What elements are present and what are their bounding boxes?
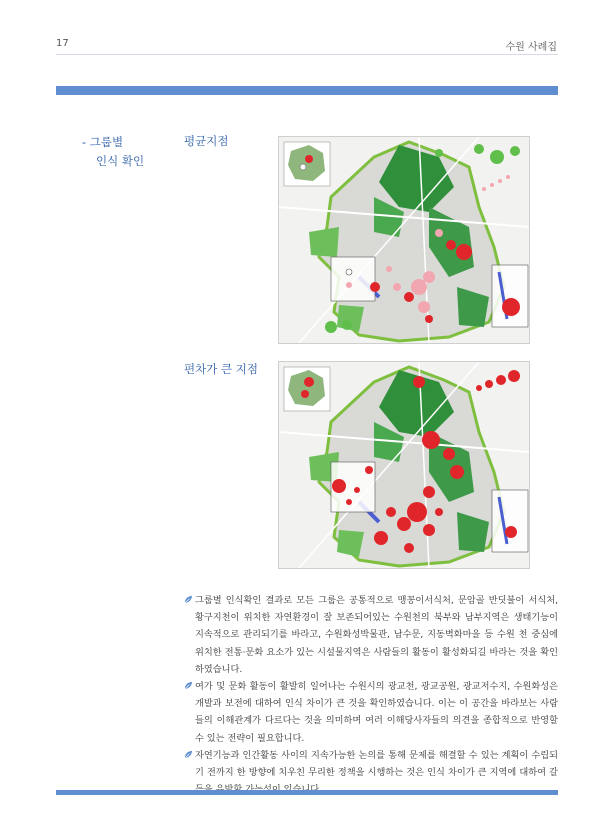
- bullet-item: [184, 678, 558, 747]
- footer-bar: [56, 790, 558, 795]
- bullet-item: [184, 592, 558, 678]
- body-bullets: [184, 592, 558, 798]
- bullet-text: 자연기능과 인간활동 사이의 지속가능한 논의를 통해 문제를 해결할 수 있는 계획이 수립되기 전까지 한 방향에 치우친 무리한 정책을 시행하는 것은 인식 차이가 큰 지역에 대하여 갈: [195, 749, 558, 779]
- map-average-graphic: [279, 137, 529, 343]
- section-banner: [56, 86, 558, 95]
- section-heading: [82, 133, 144, 171]
- map-deviation-graphic: [279, 362, 529, 568]
- map-high-deviation-points: [278, 361, 530, 569]
- page-number: 17: [56, 38, 69, 49]
- leaf-bullet-icon: [184, 750, 193, 759]
- top-rule: [56, 54, 558, 55]
- leaf-bullet-icon: [184, 595, 193, 604]
- section-heading-line1: - 그룹별: [82, 135, 124, 149]
- running-title: 수원 사례집: [505, 42, 557, 53]
- section-heading-line2: 인식 확인: [96, 154, 145, 168]
- bullet-text: 여가 및 문화 활동이 활발히 일어나는 수원시의 광교천, 광교공원, 광교저수지, 수원화성은 개발과 보전에 대하여 인식 차이가 큰 것을 확인하였습니다. 이는 이 공간을 바라보는 사람들의 이해관계가 다르다는 것을 의미하며 여러 이해당사자들의 의견을 종합적으로 반영할 수 있는 전략이 필요합니다.: [195, 681, 558, 744]
- leaf-bullet-icon: [184, 681, 193, 690]
- figure-subheading-deviation: 편차가 큰 지점: [184, 362, 258, 376]
- figure-subheading-average: 평균지점: [184, 134, 229, 148]
- bullet-text: 그룹별 인식확인 결과로 모든 그룹은 공통적으로 맹꽁이서식처, 문암골 반딧불이 서식처, 황구지천이 위치한 자연환경이 잘 보존되어있는 수원천의 북부와 남부지역은 생태기능이 지속적으로 관리되기를 바라고, 수원화성박물관, 남수문, 지동벽화마을 등 수원 천 중심에 위치한 전통·문화 요소가 있는 시설물지역은 사람들의 활동이 활성화되길 바라는 것을 확인하였습니다.: [195, 595, 558, 675]
- map-average-points: [278, 136, 530, 344]
